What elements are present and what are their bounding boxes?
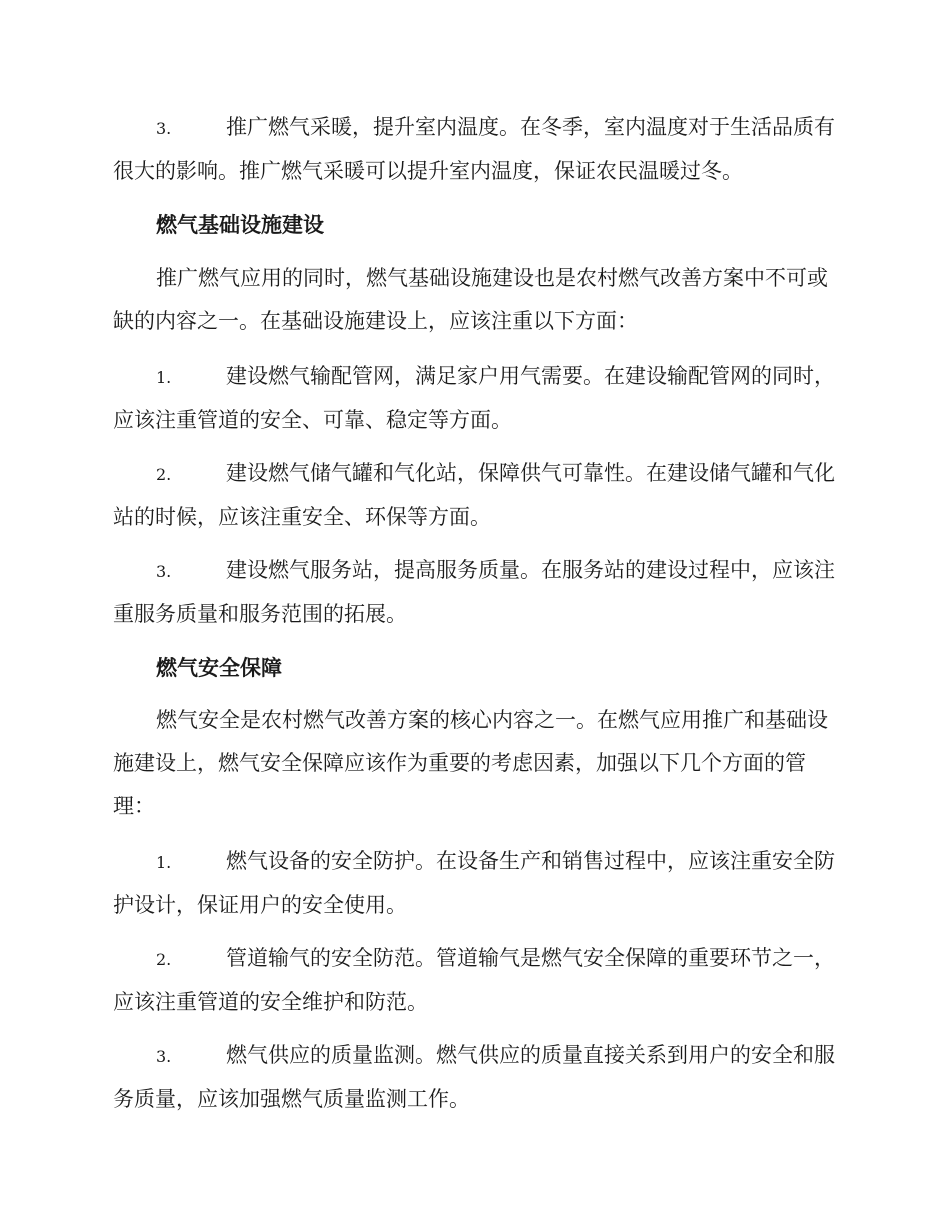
section-heading-safety: 燃气安全保障	[156, 655, 282, 680]
list-item-text: 燃气供应的质量监测。燃气供应的质量直接关系到用户的安全和服务质量，应该加强燃气质量监测工作。	[113, 1043, 835, 1111]
section-intro-paragraph: 推广燃气应用的同时，燃气基础设施建设也是农村燃气改善方案中不可或缺的内容之一。在基础设施建设上，应该注重以下方面：	[113, 266, 828, 333]
list-number: 2.	[156, 465, 172, 484]
list-item-text: 建设燃气输配管网，满足家户用气需要。在建设输配管网的同时，应该注重管道的安全、可靠、稳定等方面。	[113, 364, 835, 432]
list-number: 3.	[156, 119, 172, 138]
list-item	[113, 106, 838, 193]
list-item	[113, 549, 838, 636]
list-item	[113, 355, 838, 442]
section-intro-paragraph: 燃气安全是农村燃气改善方案的核心内容之一。在燃气应用推广和基础设施建设上，燃气安全保障应该作为重要的考虑因素，加强以下几个方面的管理：	[113, 708, 828, 818]
list-item-text: 管道输气的安全防范。管道输气是燃气安全保障的重要环节之一，应该注重管道的安全维护和防范。	[113, 946, 835, 1014]
list-number: 2.	[156, 950, 172, 969]
list-item-text: 建设燃气储气罐和气化站，保障供气可靠性。在建设储气罐和气化站的时候，应该注重安全、环保等方面。	[113, 461, 835, 529]
list-item-text: 推广燃气采暖，提升室内温度。在冬季，室内温度对于生活品质有很大的影响。推广燃气采暖可以提升室内温度，保证农民温暖过冬。	[113, 115, 835, 183]
list-item	[113, 840, 838, 927]
list-item-text: 燃气设备的安全防护。在设备生产和销售过程中，应该注重安全防护设计，保证用户的安全使用。	[113, 849, 835, 917]
list-item	[113, 452, 838, 539]
list-number: 1.	[156, 368, 172, 387]
list-item	[113, 937, 838, 1024]
section-heading-infrastructure: 燃气基础设施建设	[156, 212, 324, 237]
list-number: 1.	[156, 853, 172, 872]
list-item	[113, 1034, 838, 1121]
list-number: 3.	[156, 1047, 172, 1066]
list-item-text: 建设燃气服务站，提高服务质量。在服务站的建设过程中，应该注重服务质量和服务范围的拓展。	[113, 558, 835, 626]
list-number: 3.	[156, 562, 172, 581]
